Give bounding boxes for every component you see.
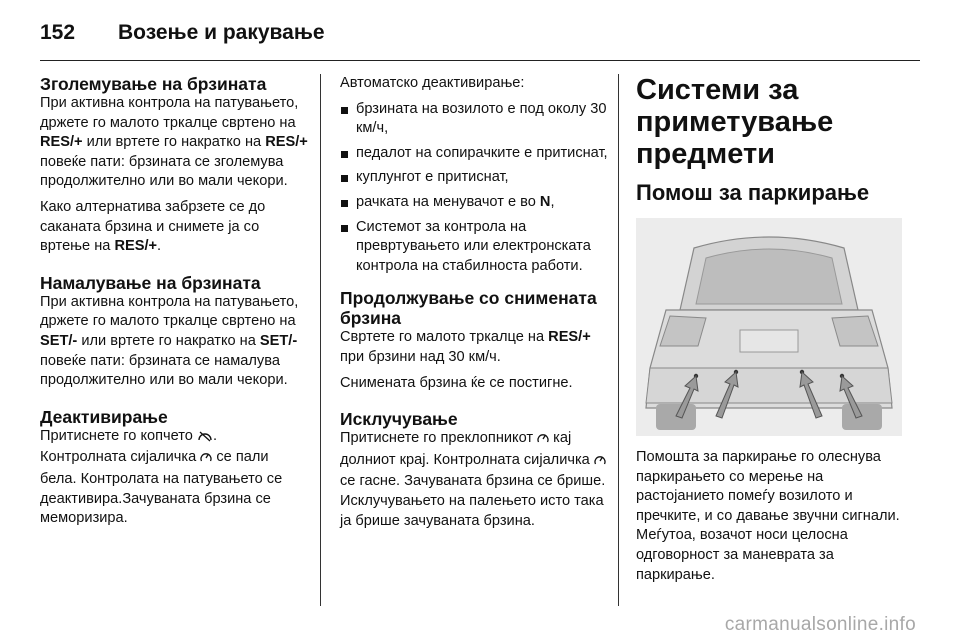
key-label: RES/+ [265, 134, 308, 151]
list-item: рачката на менувачот е во N, [340, 193, 608, 213]
watermark: carmanualsonline.info [724, 614, 916, 635]
cruise-control-indicator-icon [200, 450, 212, 470]
paragraph: При активна контрола на патувањето, држете го малото тркалце свртено на SET/- или вртете го накратко на SET/- повеќе пати: брзината се намалува продолжително или во мали чекори. [40, 293, 299, 389]
key-label: RES/+ [40, 134, 83, 151]
left-column [40, 74, 308, 535]
key-label: SET/- [40, 332, 78, 349]
right-column [636, 74, 902, 591]
middle-column [340, 74, 608, 537]
car-rear-illustration [636, 218, 902, 436]
cruise-off-button-icon [197, 429, 213, 449]
paragraph: Контролната сијаличка се пали бела. Контролата на патувањето се деактивира.Зачуваната брзина се меморизира. [40, 449, 283, 527]
column-divider [320, 74, 321, 606]
paragraph: Притиснете го копчето . [40, 427, 308, 449]
sub-section-title: Помош за паркирање [636, 180, 870, 205]
list-item: брзината на возилото е под околу 30 км/ч, [340, 100, 608, 139]
section-title-speed-decrease: Намалување на брзината [40, 272, 261, 293]
paragraph: Снимената брзина ќе се постигне. [340, 374, 573, 391]
paragraph: Помошта за паркирање го олеснува паркирањето со мерење на растојанието помеѓу возилото и пречките, и со давање звучни сигнали. Меѓутоа, возачот носи целосна одговорност за маневрата за паркирање. [636, 449, 900, 583]
key-label: SET/- [259, 332, 298, 349]
list-item: Системот за контрола на превртувањето или електронската контрола на стабилноста работи. [340, 218, 608, 277]
list-item: куплунгот е притиснат, [340, 168, 608, 188]
page-number: 152 [40, 21, 76, 44]
section-title-switch-off: Исклучување [340, 409, 458, 430]
header-divider [40, 60, 920, 61]
paragraph: Свртете го малото тркалце на RES/+ при брзини над 30 км/ч. [340, 329, 591, 365]
chapter-title: Возење и ракување [118, 21, 325, 44]
main-section-title: Системи за приметување предмети [636, 74, 834, 170]
list-item: педалот на сопирачките е притиснат, [340, 144, 608, 164]
key-label: RES/+ [548, 329, 591, 346]
section-title-speed-increase: Зголемување на брзината [40, 74, 267, 94]
section-title-deactivation: Деактивирање [40, 406, 168, 427]
section-title-resume-speed: Продолжување со снимената брзина [340, 288, 597, 329]
column-divider [618, 74, 619, 606]
page-header [40, 18, 325, 48]
key-label: N [539, 193, 551, 210]
parking-sensors-figure [636, 218, 902, 436]
cruise-control-indicator-icon [537, 431, 549, 451]
auto-deactivation-list [340, 100, 608, 277]
paragraph: Притиснете го преклопникот кај долниот крај. Контролната сијаличка се гасне. Зачуваната брзина се брише. Исклучувањето на палењето исто така ја брише зачуваната брзина. [340, 430, 606, 529]
paragraph: Автоматско деактивирање: [340, 75, 525, 91]
key-label: RES/+ [114, 238, 158, 255]
paragraph: При активна контрола на патувањето, држете го малото тркалце свртено на RES/+ или вртете го накратко на RES/+ повеќе пати: брзината се зголемува продолжително или во мали чекори. [40, 95, 308, 190]
cruise-control-indicator-icon [594, 453, 606, 473]
paragraph: Како алтернатива забрзете се до саканата брзина и снимете ја со вртење на RES/+. [40, 198, 266, 255]
